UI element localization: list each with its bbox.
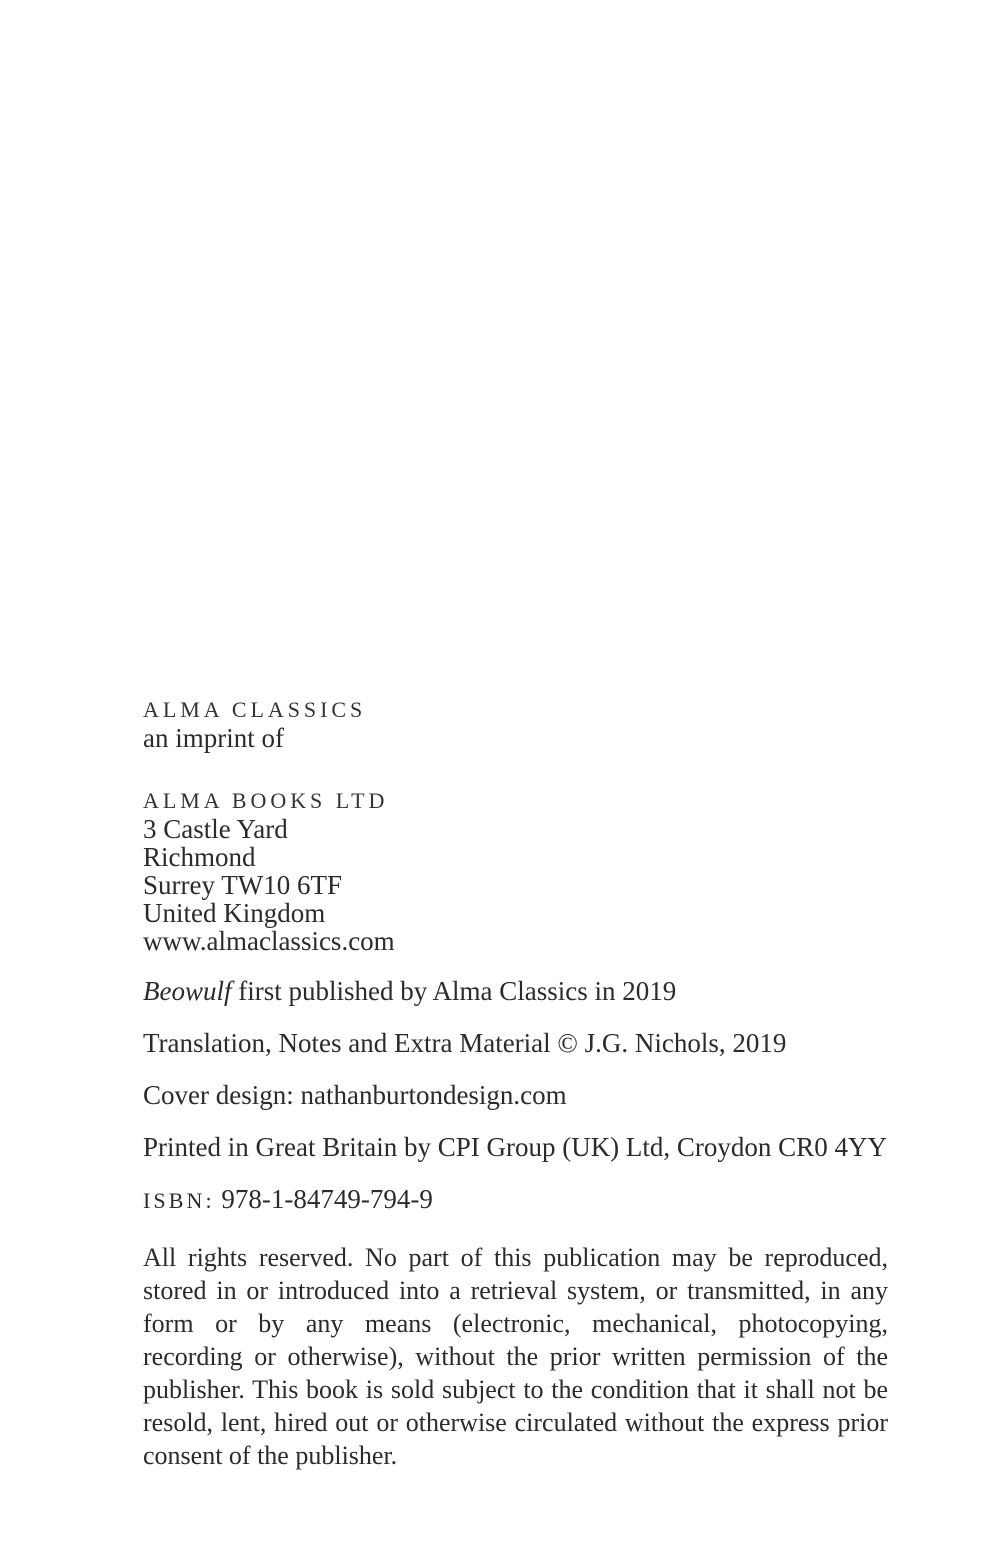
address-line-street: 3 Castle Yard — [143, 814, 288, 844]
isbn-value: 978-1-84749-794-9 — [221, 1184, 433, 1214]
address-line-town: Richmond — [143, 842, 256, 872]
address-line-county-postcode: Surrey TW10 6TF — [143, 870, 342, 900]
publisher-website: www.almaclassics.com — [143, 926, 395, 956]
imprint-content — [143, 696, 888, 1472]
imprint-name: ALMA CLASSICS — [143, 697, 367, 722]
isbn-line — [143, 1185, 888, 1215]
book-title: Beowulf — [143, 976, 232, 1006]
printer-line: Printed in Great Britain by CPI Group (UK) Ltd, Croydon CR0 4YY — [143, 1132, 887, 1162]
cover-design-line: Cover design: nathanburtondesign.com — [143, 1080, 567, 1110]
rights-paragraph: All rights reserved. No part of this publication may be reproduced, stored in or introduced into a retrieval system, or transmitted, in any form or by any means (electronic, mechanical, photocopying, recording or otherwise), without the prior written permission of the publisher. This book is sold subject to the condition that it shall not be resold, lent, hired out or otherwise circulated without the express prior consent of the publisher. — [143, 1243, 888, 1470]
first-published-line — [143, 977, 888, 1005]
imprint-subtitle: an imprint of — [143, 723, 284, 753]
copyright-line: Translation, Notes and Extra Material © J.G. Nichols, 2019 — [143, 1028, 787, 1058]
publisher-address-block — [143, 787, 888, 955]
imprint-header — [143, 696, 888, 752]
isbn-label: ISBN: — [143, 1188, 215, 1213]
address-line-country: United Kingdom — [143, 898, 326, 928]
first-published-text: first published by Alma Classics in 2019 — [231, 976, 677, 1006]
publisher-name: ALMA BOOKS LTD — [143, 788, 389, 813]
